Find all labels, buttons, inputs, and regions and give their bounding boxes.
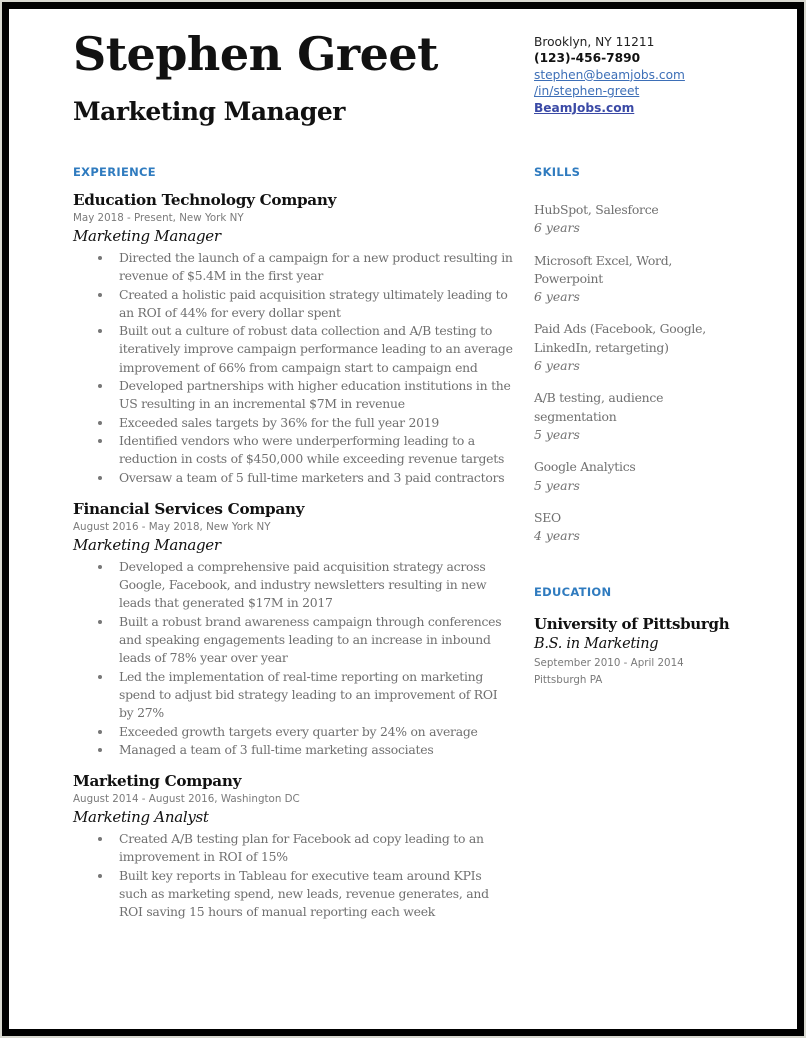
education-section (534, 585, 734, 686)
education-school: University of Pittsburgh (534, 615, 730, 634)
job-entry (73, 500, 513, 759)
education-degree: B.S. in Marketing (534, 636, 659, 653)
job-bullet: Exceeded sales targets by 36% for the full year 2019 (119, 414, 513, 432)
job-bullets (73, 558, 513, 759)
experience-heading: EXPERIENCE (73, 165, 156, 179)
skill-name: HubSpot, Salesforce (534, 202, 659, 217)
job-role: Marketing Manager (73, 535, 221, 554)
job-bullets (73, 830, 513, 921)
skill-item (534, 458, 734, 495)
job-bullet: Developed a comprehensive paid acquisition strategy across Google, Facebook, and industry newsletters resulting in new leads that generated $17M in 2017 (119, 558, 513, 613)
contact-linkedin-link[interactable]: /in/stephen-greet (534, 84, 640, 99)
job-bullet: Built out a culture of robust data collection and A/B testing to iteratively improve campaign performance leading to an average improvement of 66% from campaign start to campaign end (119, 322, 513, 377)
job-dates: August 2016 - May 2018, New York NY (73, 520, 271, 533)
skill-name: SEO (534, 509, 561, 525)
job-bullet: Built key reports in Tableau for executive team around KPIs such as marketing spend, new leads, revenue generates, and ROI saving 15 hours of manual reporting each week (119, 867, 513, 922)
skill-years: 5 years (534, 477, 580, 493)
job-bullet: Developed partnerships with higher education institutions in the US resulting in an incremental $7M in revenue (119, 377, 513, 414)
job-role: Marketing Manager (73, 227, 221, 245)
job-bullet: Exceeded growth targets every quarter by 24% on average (119, 723, 513, 741)
job-dates: August 2014 - August 2016, Washington DC (73, 793, 300, 806)
job-company: Financial Services Company (73, 499, 305, 518)
job-bullet: Created A/B testing plan for Facebook ad copy leading to an improvement in ROI of 15% (119, 830, 513, 867)
job-bullet: Directed the launch of a campaign for a new product resulting in revenue of $5.4M in the first year (119, 249, 513, 286)
skills-section (534, 165, 734, 545)
skill-years: 6 years (534, 289, 580, 305)
document-frame (2, 2, 804, 1036)
skill-item (534, 201, 734, 238)
job-company: Education Technology Company (73, 191, 337, 209)
skill-item (534, 389, 734, 444)
skill-item (534, 320, 734, 375)
skill-name: Paid Ads (Facebook, Google, LinkedIn, retargeting) (534, 321, 706, 355)
job-entry (73, 772, 513, 921)
skill-years: 5 years (534, 426, 580, 442)
resume-page (9, 9, 797, 1029)
job-company: Marketing Company (73, 772, 242, 791)
job-role: Marketing Analyst (73, 808, 209, 827)
skill-years: 4 years (534, 528, 580, 544)
contact-block (534, 34, 685, 116)
skill-years: 6 years (534, 358, 580, 374)
sidebar-column (534, 165, 734, 686)
education-dates: September 2010 - April 2014 (534, 657, 684, 670)
contact-email-link[interactable]: stephen@beamjobs.com (534, 67, 685, 82)
candidate-title: Marketing Manager (73, 97, 345, 126)
skill-name: Microsoft Excel, Word, Powerpoint (534, 252, 673, 286)
skill-item (534, 509, 734, 546)
contact-phone: (123)-456-7890 (534, 51, 641, 66)
contact-location: Brooklyn, NY 11211 (534, 35, 655, 49)
skill-item (534, 252, 734, 307)
skills-heading: SKILLS (534, 165, 581, 179)
job-bullet: Led the implementation of real-time reporting on marketing spend to adjust bid strategy leading to an improvement of ROI by 27% (119, 668, 513, 723)
job-bullet: Created a holistic paid acquisition strategy ultimately leading to an ROI of 44% for every dollar spent (119, 286, 513, 323)
education-heading: EDUCATION (534, 585, 612, 600)
contact-website-link[interactable]: BeamJobs.com (534, 100, 635, 115)
job-bullet: Managed a team of 3 full-time marketing associates (119, 741, 513, 759)
job-bullet: Built a robust brand awareness campaign through conferences and speaking engagements leading to an increase in inbound leads of 78% year over year (119, 613, 513, 668)
skill-years: 6 years (534, 220, 580, 236)
job-bullet: Oversaw a team of 5 full-time marketers and 3 paid contractors (119, 469, 513, 487)
candidate-name: Stephen Greet (73, 27, 438, 81)
job-bullet: Identified vendors who were underperforming leading to a reduction in costs of $450,000 while exceeding revenue targets (119, 432, 513, 469)
job-entry (73, 191, 513, 487)
skill-name: A/B testing, audience segmentation (534, 390, 664, 424)
job-dates: May 2018 - Present, New York NY (73, 212, 244, 224)
education-location: Pittsburgh PA (534, 674, 603, 687)
skill-name: Google Analytics (534, 459, 636, 475)
job-bullets (73, 249, 513, 487)
experience-section (73, 165, 513, 935)
